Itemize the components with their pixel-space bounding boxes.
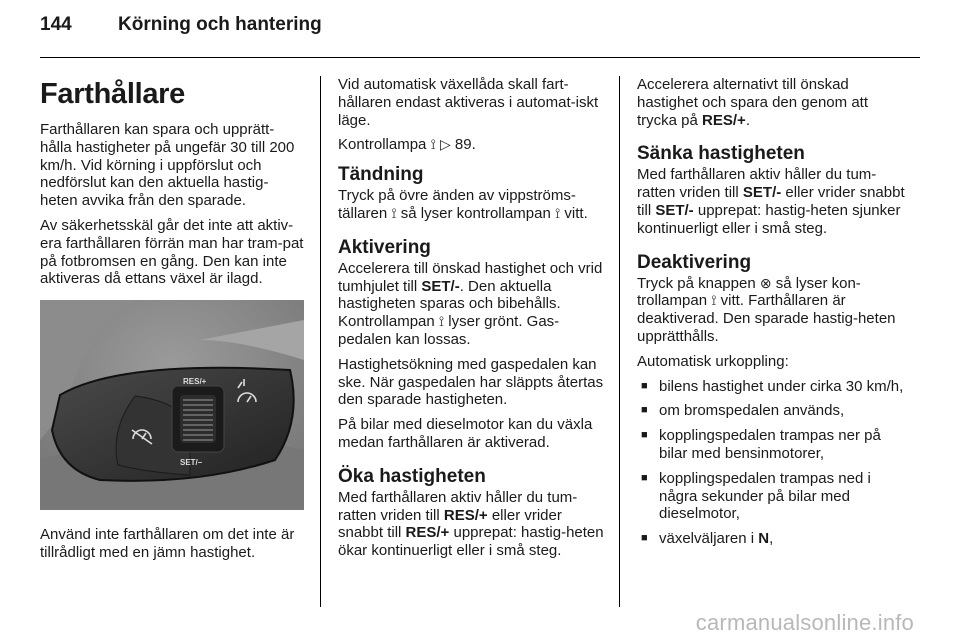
store-speed-paragraph: Accelerera alternativt till önskad hastighet och spara den genom att trycka på RES/+. (637, 76, 868, 129)
acceleration-paragraph: Hastighetsökning med gaspedalen kan ske. När gaspedalen har släppts återtas den sparade hastigheten. (338, 355, 604, 409)
cruise-control-lamp-icon: ⟟ (391, 204, 397, 221)
page-header (40, 14, 322, 36)
decrease-speed-heading: Sänka hastigheten (637, 143, 805, 165)
watermark: carmanualsonline.info (695, 610, 914, 635)
ignition-heading: Tändning (338, 164, 424, 186)
control-lamp-ref: Kontrollampa ⟟ ▷ 89. (338, 136, 476, 154)
increase-speed-paragraph: Med farthållaren aktiv håller du tum-ratten vriden till RES/+ eller vrider snabbt till RES/+ upprepat: hastig-heten ökar kontinuerligt eller i små steg. (338, 488, 604, 560)
cruise-control-lamp-icon: ⟟ (438, 313, 445, 330)
column-divider-2 (619, 76, 620, 607)
safety-paragraph: Av säkerhetsskäl går det inte att aktiv-era farthållaren förrän man har tram-pat på fotbromsen en gång. Den kan inte aktiveras då ettans växel är ilagd. (40, 216, 304, 288)
list-item: ■ växelväljaren i N, (637, 530, 907, 548)
list-item: ■ bilens hastighet under cirka 30 km/h, (637, 378, 907, 396)
cruise-control-lamp-icon: ⟟ (555, 204, 561, 221)
res-label: RES/+ (183, 377, 207, 387)
list-item: ■ kopplingspedalen trampas ner på bilar med bensinmotorer, (637, 427, 907, 463)
activation-heading: Aktivering (338, 236, 431, 258)
list-item: ■ om bromspedalen används, (637, 402, 907, 420)
ignition-paragraph: Tryck på övre änden av vippströms-tällaren ⟟ så lyser kontrollampan ⟟ vitt. (338, 187, 588, 222)
deactivation-paragraph: Tryck på knappen ⊗ så lyser kon-trollampan ⟟ vitt. Farthållaren är deaktiverad. Den sparade hastig-heten upprätthålls. (637, 274, 896, 345)
header-rule (40, 57, 920, 58)
page-number: 144 (40, 14, 72, 35)
set-label: SET/– (180, 458, 203, 468)
auto-disengage-list (637, 378, 907, 548)
thumb-wheel (172, 386, 224, 452)
intro-paragraph: Farthållaren kan spara och upprätt-hålla hastigheter på ungefär 30 till 200 km/h. Vid körning i uppförslut och nedförslut kan den aktuella hastig-heten avvika från den sparade. (40, 121, 295, 210)
column-divider-1 (320, 76, 321, 607)
usage-warning: Använd inte farthållaren om det inte är tillrådligt med en jämn hastighet. (40, 526, 295, 561)
list-item: ■ kopplingspedalen trampas ned i några sekunder på bilar med dieselmotor, (637, 470, 907, 523)
column-1 (40, 76, 304, 569)
page-reference-icon: ▷ (439, 136, 451, 153)
steering-wheel-controls-photo (40, 300, 304, 510)
decrease-speed-paragraph: Med farthållaren aktiv håller du tum-ratten vriden till SET/- eller vrider snabbt till SET/- upprepat: hastig-heten sjunker kontinuerligt eller i små steg. (637, 166, 905, 237)
section-title: Farthållare (40, 78, 185, 110)
column-3 (637, 76, 907, 555)
diesel-paragraph: På bilar med dieselmotor kan du växla medan farthållaren är aktiverad. (338, 416, 593, 451)
automatic-gearbox-note: Vid automatisk växellåda skall fart-hållaren endast aktiveras i automat-iskt läge. (338, 76, 599, 129)
auto-disengage-label: Automatisk urkoppling: (637, 352, 789, 370)
deactivation-heading: Deaktivering (637, 251, 752, 273)
column-2 (338, 76, 606, 567)
cruise-control-lamp-icon: ⟟ (711, 292, 717, 309)
activation-paragraph: Accelerera till önskad hastighet och vrid tumhjulet till SET/-. Den aktuella hastigheten sparas och bibehålls. Kontrollampan ⟟ lyser grönt. Gas-pedalen kan lossas. (338, 259, 603, 348)
cruise-control-lamp-icon: ⟟ (430, 136, 436, 153)
chapter-title: Körning och hantering (118, 14, 322, 35)
cruise-off-icon: ⊗ (759, 274, 772, 291)
increase-speed-heading: Öka hastigheten (338, 465, 486, 487)
